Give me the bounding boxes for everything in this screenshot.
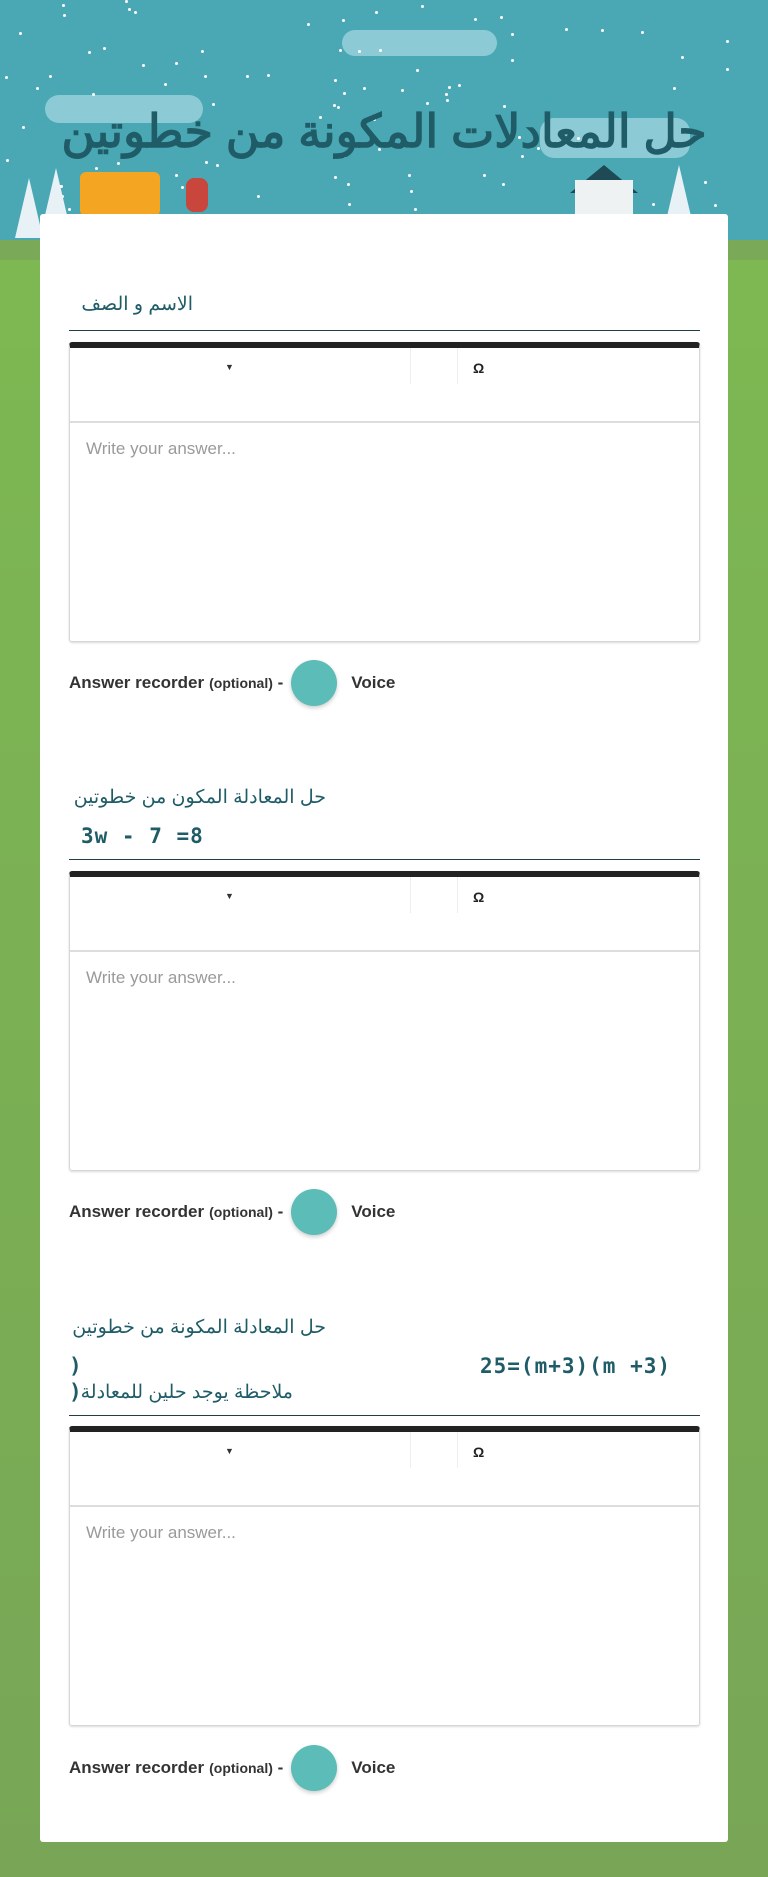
snowflake xyxy=(5,76,8,79)
toolbar-separator xyxy=(410,348,411,384)
editor-toolbar xyxy=(70,877,699,952)
answer-editor-3 xyxy=(69,1426,700,1726)
special-characters-button[interactable]: Ω xyxy=(473,889,485,905)
snowflake xyxy=(267,74,270,77)
cloud xyxy=(342,30,497,56)
answer-recorder-3 xyxy=(69,1745,395,1791)
divider xyxy=(69,859,700,860)
optional-label: (optional) xyxy=(209,675,273,691)
question-2-label: حل المعادلة المكون من خطوتين xyxy=(73,787,326,808)
paren: ) xyxy=(69,1354,83,1378)
toolbar-separator xyxy=(457,877,458,913)
answer-editor-1 xyxy=(69,342,700,642)
optional-label: (optional) xyxy=(209,1760,273,1776)
snowflake xyxy=(164,83,167,86)
question-3-note: ملاحظة يوجد حلين للمعادلة xyxy=(80,1382,293,1403)
format-dropdown-caret-icon[interactable]: ▼ xyxy=(225,1446,234,1456)
snowflake xyxy=(445,93,448,96)
question-1-label: الاسم و الصف xyxy=(81,294,193,315)
snowflake xyxy=(307,23,310,26)
snowflake xyxy=(134,11,137,14)
toolbar-separator xyxy=(410,877,411,913)
snowflake xyxy=(500,16,503,19)
divider xyxy=(69,330,700,331)
snowflake xyxy=(347,183,350,186)
snowflake xyxy=(49,75,52,78)
snowflake xyxy=(36,87,39,90)
voice-label: Voice xyxy=(351,1202,396,1221)
snowflake xyxy=(681,56,684,59)
placeholder: Write your answer... xyxy=(86,968,236,987)
snowflake xyxy=(95,167,98,170)
record-voice-button[interactable] xyxy=(291,1745,337,1791)
dash: - xyxy=(277,1758,284,1777)
house-icon xyxy=(575,180,633,214)
bus-icon xyxy=(80,172,160,216)
answer-editor-2 xyxy=(69,871,700,1171)
special-characters-button[interactable]: Ω xyxy=(473,360,485,376)
question-3-equation: 25=(m+3)(m +3) xyxy=(480,1354,672,1378)
recorder-label: Answer recorder xyxy=(69,1202,205,1221)
snowflake xyxy=(714,204,717,207)
dash: - xyxy=(277,1202,284,1221)
divider xyxy=(69,1415,700,1416)
record-voice-button[interactable] xyxy=(291,660,337,706)
placeholder: Write your answer... xyxy=(86,439,236,458)
snowflake xyxy=(511,33,514,36)
record-voice-button[interactable] xyxy=(291,1189,337,1235)
snowflake xyxy=(201,50,204,53)
recorder-label: Answer recorder xyxy=(69,673,205,692)
optional-label: (optional) xyxy=(209,1204,273,1220)
editor-toolbar xyxy=(70,1432,699,1507)
question-3-label: حل المعادلة المكونة من خطوتين xyxy=(72,1317,326,1338)
snowflake xyxy=(565,28,568,31)
answer-recorder-2 xyxy=(69,1189,395,1235)
answer-recorder-1 xyxy=(69,660,395,706)
editor-toolbar xyxy=(70,348,699,423)
paren: ) xyxy=(69,1380,83,1404)
answer-textarea-3[interactable] xyxy=(70,1507,699,1725)
snowflake xyxy=(142,64,145,67)
snowflake xyxy=(358,50,361,53)
snowflake xyxy=(246,75,249,78)
special-characters-button[interactable]: Ω xyxy=(473,1444,485,1460)
format-dropdown-caret-icon[interactable]: ▼ xyxy=(225,362,234,372)
snowflake xyxy=(334,176,337,179)
toolbar-separator xyxy=(410,1432,411,1468)
snowflake xyxy=(601,29,604,32)
snowflake xyxy=(641,31,644,34)
voice-label: Voice xyxy=(351,1758,396,1777)
answer-textarea-2[interactable] xyxy=(70,952,699,1170)
question-2-equation: 3w - 7 =8 xyxy=(81,824,204,848)
page-title: حل المعادلات المكونة من خطوتين xyxy=(61,105,707,157)
snowflake xyxy=(339,49,342,52)
tree-icon xyxy=(15,178,43,238)
answer-textarea-1[interactable] xyxy=(70,423,699,641)
snowflake xyxy=(511,59,514,62)
dash: - xyxy=(277,673,284,692)
toolbar-separator xyxy=(457,1432,458,1468)
snowflake xyxy=(502,183,505,186)
snowflake xyxy=(483,174,486,177)
placeholder: Write your answer... xyxy=(86,1523,236,1542)
recorder-label: Answer recorder xyxy=(69,1758,205,1777)
toolbar-separator xyxy=(457,348,458,384)
snowflake xyxy=(343,92,346,95)
voice-label: Voice xyxy=(351,673,396,692)
format-dropdown-caret-icon[interactable]: ▼ xyxy=(225,891,234,901)
reindeer-icon xyxy=(186,178,208,212)
